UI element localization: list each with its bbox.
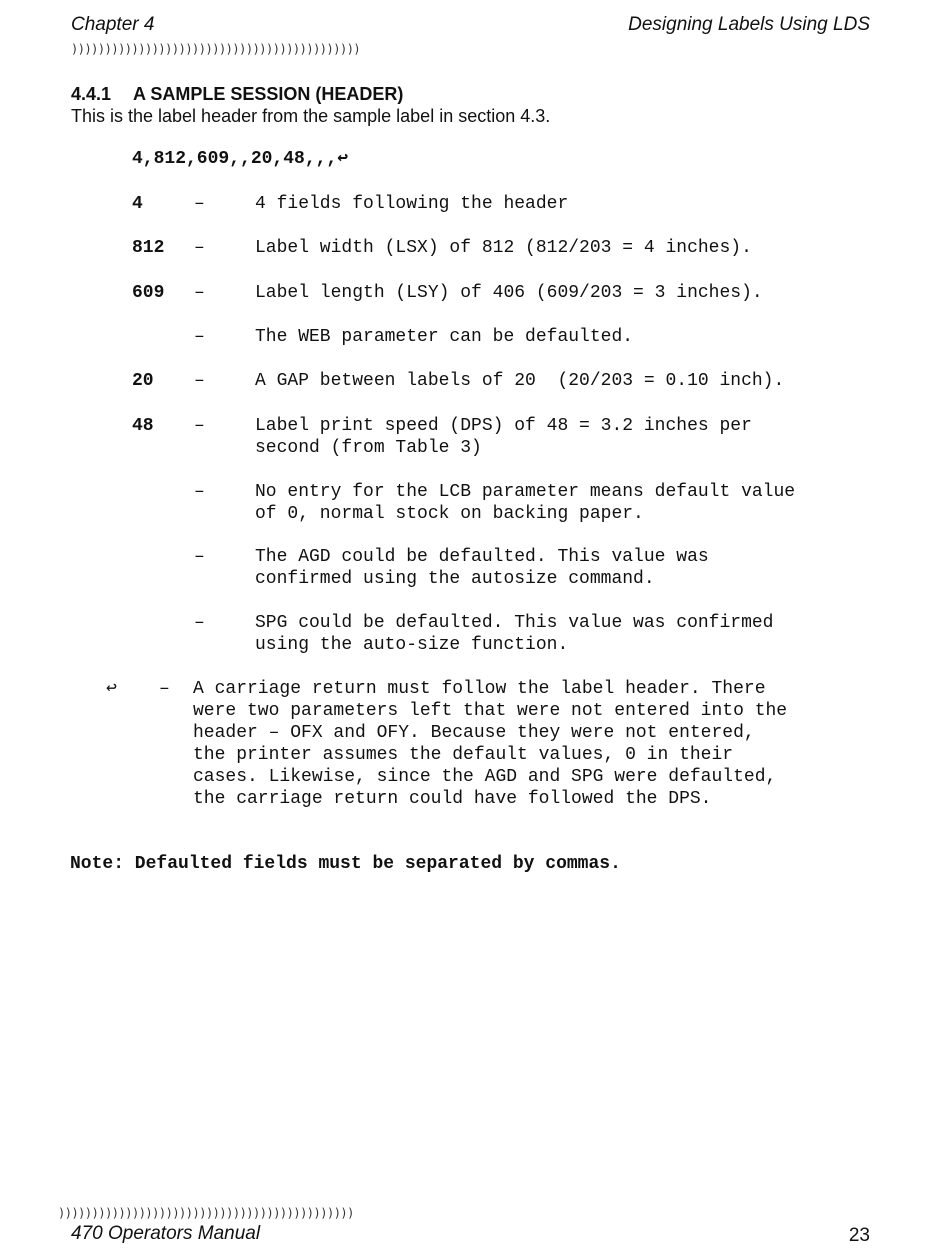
manual-title: 470 Operators Manual (71, 1223, 261, 1244)
param-key: 20 (132, 371, 154, 391)
param-key: 812 (132, 238, 165, 258)
carriage-return-icon: ↩ (106, 679, 117, 699)
param-description: The AGD could be defaulted. This value was confirmed using the autosize command. (255, 547, 709, 589)
param-dash: – (194, 371, 205, 391)
param-dash: – (194, 238, 205, 258)
param-dash: – (194, 482, 205, 502)
label-header-command: 4,812,609,,20,48,,,↩ (132, 149, 349, 169)
section-heading (71, 84, 403, 105)
section-intro: This is the label header from the sample label in section 4.3. (71, 106, 551, 126)
param-description: The WEB parameter can be defaulted. (255, 327, 634, 347)
note: Note: Defaulted fields must be separated by commas. (70, 854, 621, 874)
chapter-label: Chapter 4 (71, 14, 155, 35)
param-description: Label length (LSY) of 406 (609/203 = 3 inches). (255, 283, 763, 303)
param-key: 4 (132, 194, 143, 214)
param-dash: – (194, 283, 205, 303)
page-number: 23 (848, 1225, 870, 1246)
param-dash: – (194, 194, 205, 214)
param-description: A GAP between labels of 20 (20/203 = 0.10 inch). (255, 371, 785, 391)
param-dash: – (194, 613, 205, 633)
param-description: 4 fields following the header (255, 194, 569, 214)
param-description: Label print speed (DPS) of 48 = 3.2 inches per second (from Table 3) (255, 416, 752, 458)
carriage-return-description: A carriage return must follow the label header. There were two parameters left that were not entered into the header – OFX and OFY. Because they were not entered, the printer assumes the default values, 0 in their cases. Likewise, since the AGD and SPG were defaulted, the carriage return could have followed the DPS. (193, 679, 788, 809)
section-number: 4.4.1 (71, 84, 112, 104)
param-description: No entry for the LCB parameter means default value of 0, normal stock on backing paper. (255, 482, 796, 524)
section-title: A SAMPLE SESSION (HEADER) (133, 84, 404, 104)
param-key: 48 (132, 416, 154, 436)
param-description: Label width (LSX) of 812 (812/203 = 4 inches). (255, 238, 752, 258)
param-description: SPG could be defaulted. This value was confirmed using the auto-size function. (255, 613, 774, 655)
footer-rule: )))))))))))))))))))))))))))))))))))))))))))) (58, 1206, 354, 1220)
param-dash: – (194, 327, 205, 347)
param-dash: – (194, 547, 205, 567)
param-dash: – (194, 416, 205, 436)
header-rule: ))))))))))))))))))))))))))))))))))))))))))) (71, 42, 361, 56)
carriage-return-dash: – (159, 679, 170, 699)
chapter-title: Designing Labels Using LDS (628, 14, 870, 35)
param-key: 609 (132, 283, 165, 303)
